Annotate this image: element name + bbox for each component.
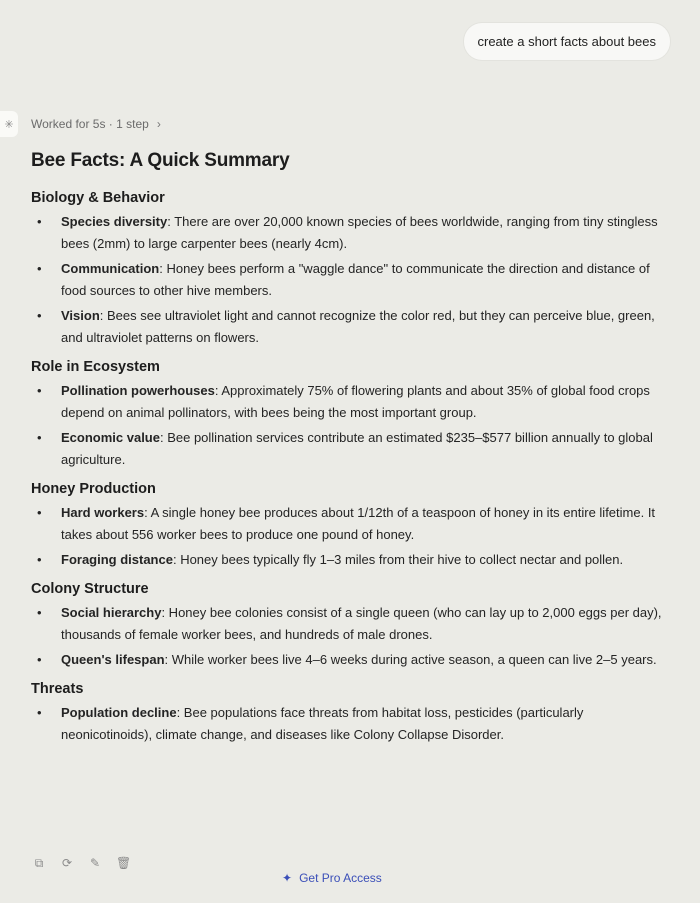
chevron-right-icon: › [156,117,161,131]
item-term: Vision [61,308,100,323]
list-item [31,649,671,671]
item-text: : Honey bee colonies consist of a single queen (who can lay up to 2,000 eggs per day), thousands of female worker bees, and hundreds of male drones. [61,605,662,642]
list-item [31,602,671,646]
item-term: Species diversity [61,214,168,229]
response-title: Bee Facts: A Quick Summary [31,150,290,171]
assistant-response [31,150,671,756]
item-text: : While worker bees live 4–6 weeks during active season, a queen can live 2–5 years. [164,652,657,667]
section-heading: Threats [31,681,84,697]
item-term: Economic value [61,430,160,445]
section-heading: Colony Structure [31,581,149,597]
section-heading: Biology & Behavior [31,190,165,206]
message-actions [32,856,130,871]
bullet-icon: • [37,652,42,667]
list-item [31,380,671,424]
bullet-icon: • [37,705,42,720]
bullet-icon: • [37,383,42,398]
item-term: Foraging distance [61,552,173,567]
list-item [31,305,671,349]
bullet-list [31,502,671,571]
regenerate-icon[interactable]: ⟳ [61,856,73,870]
section [31,481,671,571]
bullet-icon: • [37,308,42,323]
item-text: : Bees see ultraviolet light and cannot recognize the color red, but they can perceive blue, green, and ultraviolet patterns on flowers. [61,308,655,345]
bullet-icon: • [37,430,42,445]
item-term: Communication [61,261,160,276]
item-text: : Approximately 75% of flowering plants and about 35% of global food crops depend on animal pollinators, with bees being the most important group. [61,383,650,420]
list-item [31,427,671,471]
bullet-icon: • [37,214,42,229]
bullet-list [31,702,671,746]
list-item [31,211,671,255]
item-text: : Honey bees perform a "waggle dance" to communicate the direction and distance of food sources to other hive members. [61,261,650,298]
worked-status-toggle[interactable] [31,117,161,131]
item-term: Hard workers [61,505,145,520]
item-term: Social hierarchy [61,605,162,620]
item-text: : There are over 20,000 known species of bees worldwide, ranging from tiny stingless bees (2mm) to large carpenter bees (nearly 4cm). [61,214,658,251]
section-heading: Honey Production [31,481,156,497]
list-item [31,702,671,746]
bullet-icon: • [37,605,42,620]
list-item [31,549,671,571]
bullet-list [31,211,671,349]
delete-icon[interactable]: 🗑 [116,856,132,870]
bullet-icon: • [37,261,42,276]
get-pro-access-label: Get Pro Access [299,871,382,885]
bullet-icon: • [37,505,42,520]
section-heading: Role in Ecosystem [31,359,160,375]
sparkle-icon: ✦ [282,871,293,885]
item-text: : Honey bees typically fly 1–3 miles from their hive to collect nectar and pollen. [172,552,624,567]
item-text: : A single honey bee produces about 1/12th of a teaspoon of honey in its entire lifetime. It takes about 556 worker bees to produce one pound of honey. [61,505,656,542]
section [31,581,671,671]
edit-icon[interactable]: ✎ [89,856,101,870]
list-item [31,258,671,302]
bullet-list [31,602,671,671]
item-term: Pollination powerhouses [61,383,215,398]
list-item [31,502,671,546]
user-message-bubble [464,23,671,60]
bullet-list [31,380,671,471]
item-text: : Bee populations face threats from habitat loss, pesticides (particularly neonicotinoids), climate change, and diseases like Colony Collapse Disorder. [61,705,584,742]
section [31,359,671,471]
get-pro-access-link[interactable] [282,871,382,885]
item-term: Population decline [61,705,177,720]
item-text: : Bee pollination services contribute an estimated $235–$577 billion annually to global agriculture. [61,430,653,467]
user-message-text: create a short facts about bees [477,34,656,49]
worked-status-label: Worked for 5s · 1 step [31,117,149,131]
bullet-icon: • [37,552,42,567]
assistant-avatar-icon: ✳ [0,111,18,137]
copy-icon[interactable]: ⧉ [34,856,44,870]
section [31,190,671,349]
item-term: Queen's lifespan [61,652,165,667]
section [31,681,671,746]
